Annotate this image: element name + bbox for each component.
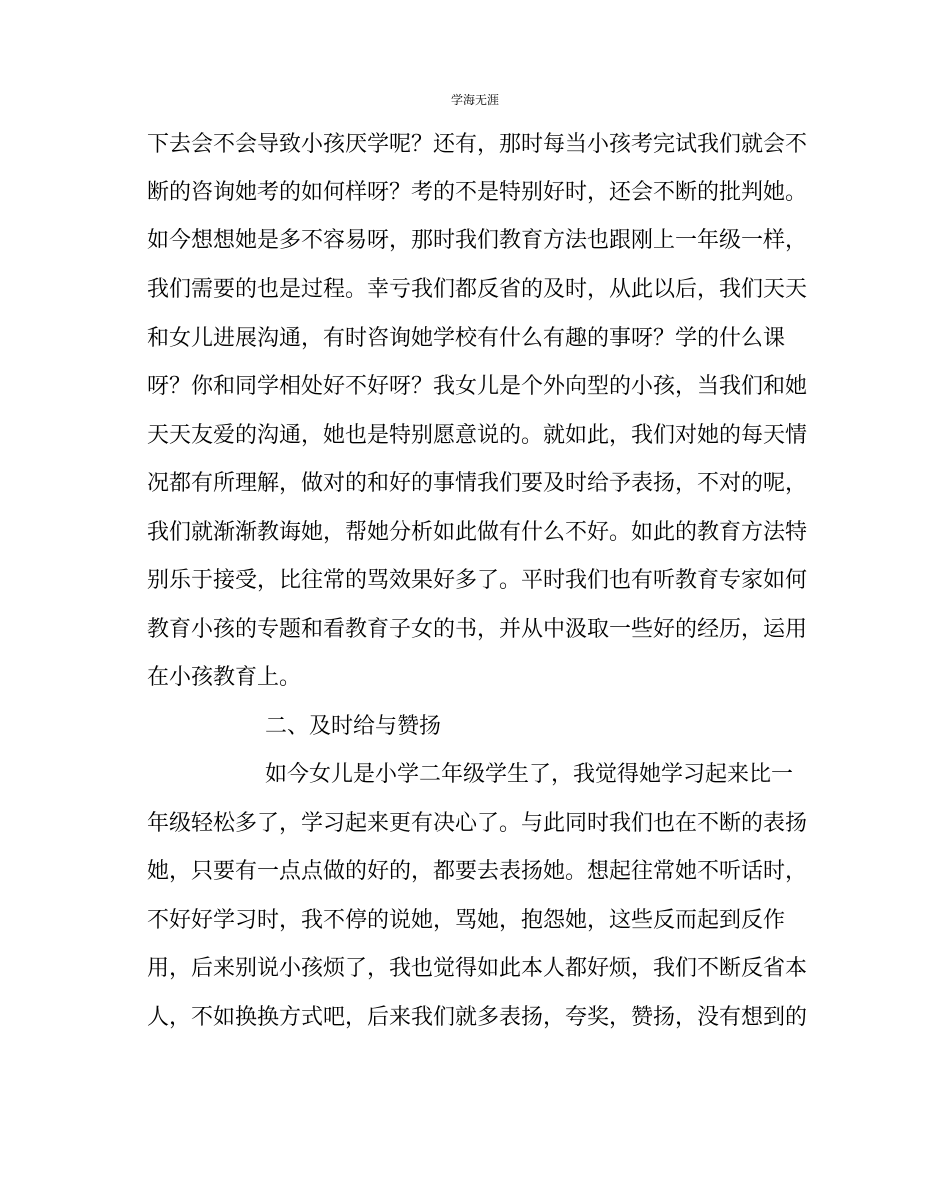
- paragraph-line: 人，不如换换方式吧，后来我们就多表扬，夸奖，赞扬，没有想到的: [147, 1005, 807, 1030]
- paragraph-line: 和女儿进展沟通，有时咨询她学校有什么有趣的事呀？学的什么课: [147, 326, 786, 351]
- paragraph-line: 况都有所理解，做对的和好的事情我们要及时给予表扬，不对的呢，: [147, 471, 807, 496]
- paragraph-line: 我们需要的也是过程。幸亏我们都反省的及时，从此以后，我们天天: [147, 277, 807, 302]
- paragraph-line: 她，只要有一点点做的好的，都要去表扬她。想起往常她不听话时，: [147, 859, 807, 884]
- page-header: 学海无涯: [450, 93, 499, 107]
- paragraph-line: 年级轻松多了，学习起来更有决心了。与此同时我们也在不断的表扬: [147, 811, 807, 836]
- paragraph-line: 下去会不会导致小孩厌学呢？还有，那时每当小孩考完试我们就会不: [147, 132, 807, 157]
- paragraph-line: 教育小孩的专题和看教育子女的书，并从中汲取一些好的经历，运用: [147, 617, 807, 642]
- paragraph-line: 断的咨询她考的如何样呀？考的不是特别好时，还会不断的批判她。: [147, 180, 807, 205]
- paragraph-line: 在小孩教育上。: [147, 665, 302, 690]
- paragraph-line: 别乐于接受，比往常的骂效果好多了。平时我们也有听教育专家如何: [147, 568, 807, 593]
- section-heading: 二、及时给与赞扬: [265, 714, 442, 739]
- paragraph-line: 呀？你和同学相处好不好呀？我女儿是个外向型的小孩，当我们和她: [147, 374, 807, 399]
- paragraph-line: 我们就渐渐教诲她，帮她分析如此做有什么不好。如此的教育方法特: [147, 520, 807, 545]
- paragraph-line: 如今女儿是小学二年级学生了，我觉得她学习起来比一: [265, 762, 794, 787]
- paragraph-line: 如今想想她是多不容易呀，那时我们教育方法也跟刚上一年级一样，: [147, 228, 807, 253]
- paragraph-line: 用，后来别说小孩烦了，我也觉得如此本人都好烦，我们不断反省本: [147, 956, 807, 981]
- paragraph-line: 不好好学习时，我不停的说她，骂她，抱怨她，这些反而起到反作: [147, 908, 786, 933]
- paragraph-line: 天天友爱的沟通，她也是特别愿意说的。就如此，我们对她的每天情: [147, 423, 807, 448]
